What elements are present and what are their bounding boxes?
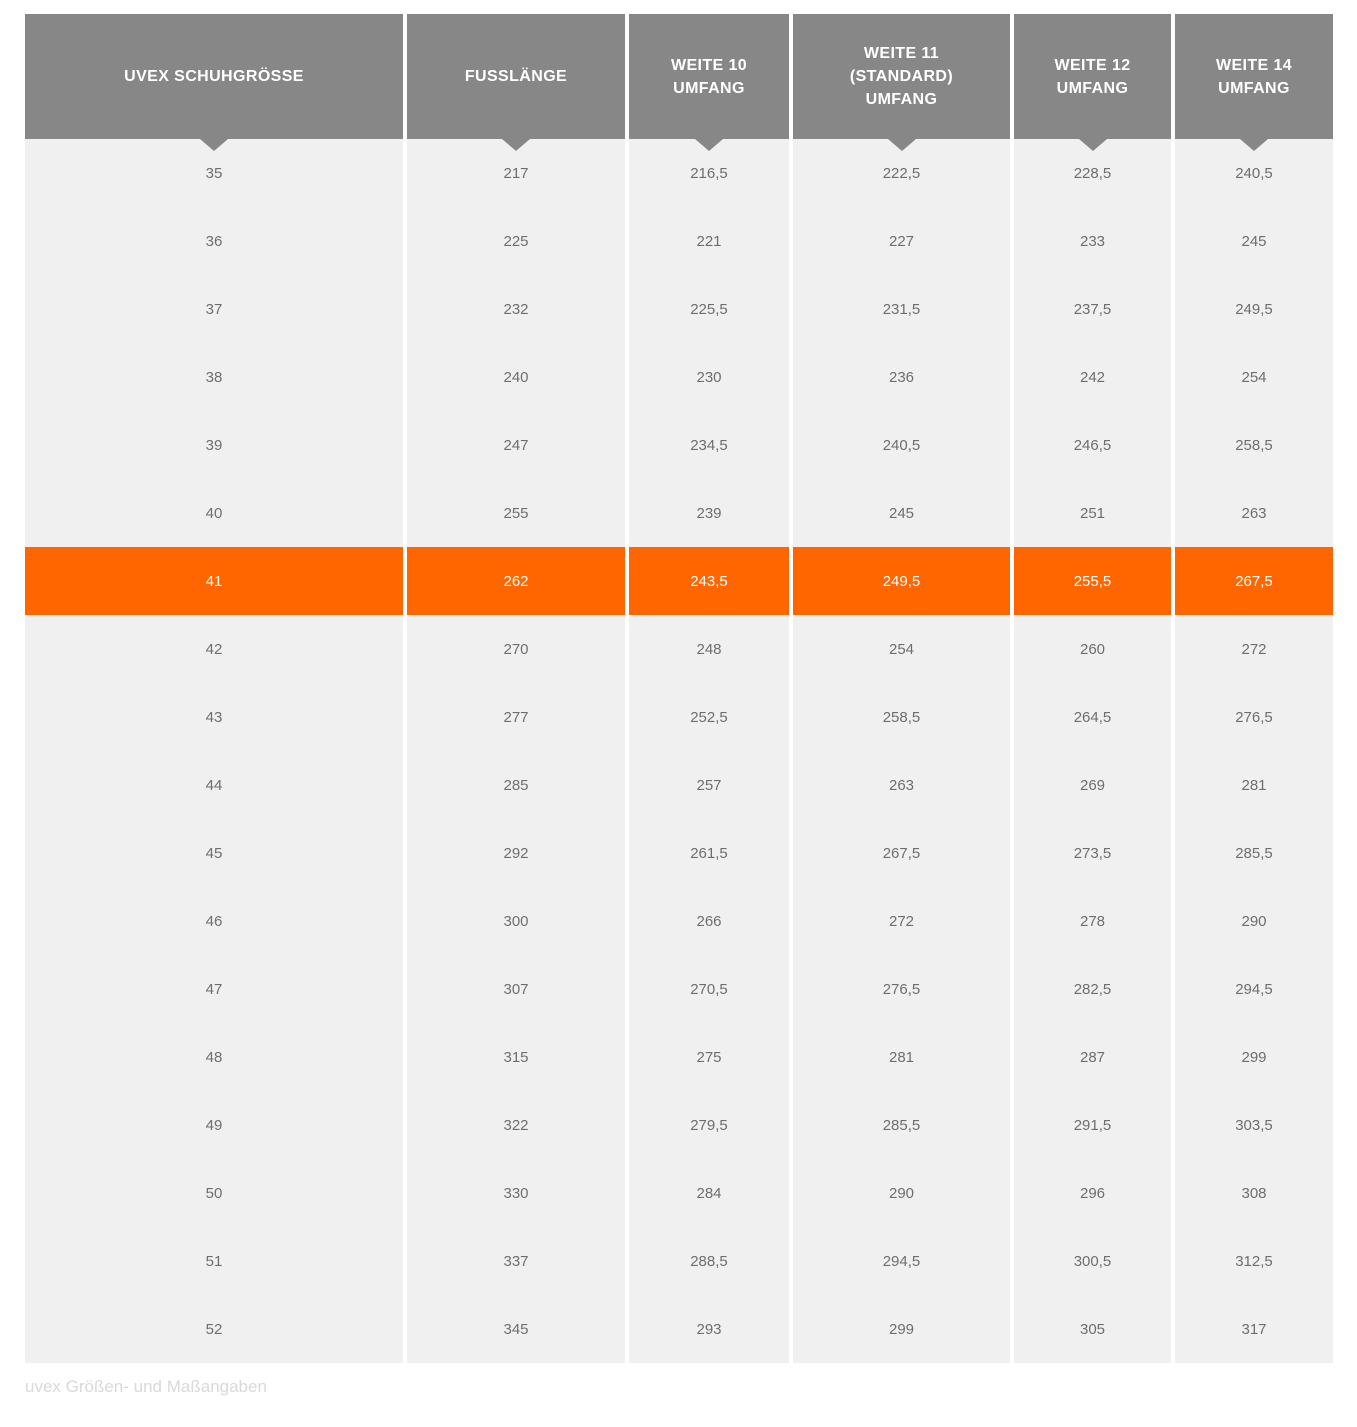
cell-fusslaenge: 315 <box>407 1023 625 1091</box>
cell-weite-12-umfang: 300,5 <box>1014 1227 1171 1295</box>
cell-weite-11-umfang: 236 <box>793 343 1010 411</box>
cell-weite-14-umfang: 294,5 <box>1175 955 1333 1023</box>
cell-weite-10-umfang: 225,5 <box>629 275 789 343</box>
cell-weite-10-umfang: 288,5 <box>629 1227 789 1295</box>
cell-weite-14-umfang: 312,5 <box>1175 1227 1333 1295</box>
column-header-label: UVEX SCHUHGRÖSSE <box>124 68 304 85</box>
cell-weite-12-umfang: 305 <box>1014 1295 1171 1363</box>
cell-weite-11-umfang: 267,5 <box>793 819 1010 887</box>
cell-weite-11-umfang: 231,5 <box>793 275 1010 343</box>
cell-weite-11-umfang: 276,5 <box>793 955 1010 1023</box>
table-caption: uvex Größen- und Maßangaben <box>25 1377 267 1396</box>
cell-schuhgroesse: 46 <box>25 887 403 955</box>
cell-weite-14-umfang: 281 <box>1175 751 1333 819</box>
cell-weite-10-umfang: 266 <box>629 887 789 955</box>
cell-schuhgroesse: 35 <box>25 139 403 207</box>
cell-schuhgroesse: 39 <box>25 411 403 479</box>
cell-weite-14-umfang: 240,5 <box>1175 139 1333 207</box>
cell-schuhgroesse: 48 <box>25 1023 403 1091</box>
cell-schuhgroesse: 42 <box>25 615 403 683</box>
cell-schuhgroesse: 45 <box>25 819 403 887</box>
cell-weite-14-umfang: 303,5 <box>1175 1091 1333 1159</box>
cell-schuhgroesse: 38 <box>25 343 403 411</box>
cell-weite-14-umfang: 276,5 <box>1175 683 1333 751</box>
cell-weite-10-umfang: 234,5 <box>629 411 789 479</box>
cell-weite-10-umfang: 257 <box>629 751 789 819</box>
cell-weite-11-umfang: 222,5 <box>793 139 1010 207</box>
column-header-fusslaenge <box>407 14 625 139</box>
cell-weite-14-umfang: 317 <box>1175 1295 1333 1363</box>
cell-weite-12-umfang: 255,5 <box>1014 547 1171 615</box>
cell-weite-14-umfang: 285,5 <box>1175 819 1333 887</box>
cell-weite-11-umfang: 285,5 <box>793 1091 1010 1159</box>
cell-schuhgroesse: 50 <box>25 1159 403 1227</box>
cell-schuhgroesse: 40 <box>25 479 403 547</box>
cell-weite-10-umfang: 216,5 <box>629 139 789 207</box>
cell-weite-14-umfang: 263 <box>1175 479 1333 547</box>
cell-weite-10-umfang: 261,5 <box>629 819 789 887</box>
cell-weite-12-umfang: 242 <box>1014 343 1171 411</box>
cell-weite-11-umfang: 263 <box>793 751 1010 819</box>
cell-weite-11-umfang: 245 <box>793 479 1010 547</box>
cell-weite-11-umfang: 281 <box>793 1023 1010 1091</box>
cell-fusslaenge: 240 <box>407 343 625 411</box>
cell-weite-10-umfang: 252,5 <box>629 683 789 751</box>
caret-down-icon <box>200 139 228 151</box>
cell-weite-11-umfang: 249,5 <box>793 547 1010 615</box>
cell-fusslaenge: 285 <box>407 751 625 819</box>
cell-weite-14-umfang: 299 <box>1175 1023 1333 1091</box>
column-header-label: (STANDARD) <box>849 68 954 85</box>
cell-schuhgroesse: 37 <box>25 275 403 343</box>
caret-down-icon <box>1079 139 1107 151</box>
cell-weite-12-umfang: 273,5 <box>1014 819 1171 887</box>
cell-weite-12-umfang: 228,5 <box>1014 139 1171 207</box>
column-header-weite-14 <box>1175 14 1333 139</box>
cell-weite-14-umfang: 249,5 <box>1175 275 1333 343</box>
cell-fusslaenge: 247 <box>407 411 625 479</box>
column-header-label: UMFANG <box>1056 79 1129 97</box>
cell-weite-10-umfang: 293 <box>629 1295 789 1363</box>
size-table <box>25 14 1333 1363</box>
column-header-label: UMFANG <box>1218 79 1290 97</box>
column-header-label: UMFANG <box>865 91 938 108</box>
column-header-label: WEITE 12 <box>1054 56 1131 74</box>
cell-weite-12-umfang: 282,5 <box>1014 955 1171 1023</box>
cell-weite-11-umfang: 227 <box>793 207 1010 275</box>
cell-weite-14-umfang: 258,5 <box>1175 411 1333 479</box>
cell-weite-12-umfang: 278 <box>1014 887 1171 955</box>
cell-schuhgroesse: 51 <box>25 1227 403 1295</box>
cell-weite-12-umfang: 246,5 <box>1014 411 1171 479</box>
caret-down-icon <box>888 139 916 151</box>
cell-fusslaenge: 232 <box>407 275 625 343</box>
cell-weite-10-umfang: 270,5 <box>629 955 789 1023</box>
cell-weite-12-umfang: 296 <box>1014 1159 1171 1227</box>
cell-fusslaenge: 307 <box>407 955 625 1023</box>
cell-schuhgroesse: 52 <box>25 1295 403 1363</box>
cell-weite-10-umfang: 239 <box>629 479 789 547</box>
cell-weite-10-umfang: 284 <box>629 1159 789 1227</box>
cell-weite-11-umfang: 240,5 <box>793 411 1010 479</box>
cell-weite-10-umfang: 279,5 <box>629 1091 789 1159</box>
cell-weite-12-umfang: 260 <box>1014 615 1171 683</box>
cell-fusslaenge: 345 <box>407 1295 625 1363</box>
cell-weite-10-umfang: 221 <box>629 207 789 275</box>
column-header-weite-10 <box>629 14 789 139</box>
cell-weite-14-umfang: 254 <box>1175 343 1333 411</box>
cell-weite-12-umfang: 233 <box>1014 207 1171 275</box>
column-header-weite-12 <box>1014 14 1171 139</box>
column-header-label: WEITE 10 <box>670 56 748 74</box>
cell-weite-10-umfang: 243,5 <box>629 547 789 615</box>
column-header-label: WEITE 14 <box>1215 56 1293 74</box>
cell-weite-11-umfang: 294,5 <box>793 1227 1010 1295</box>
cell-weite-12-umfang: 269 <box>1014 751 1171 819</box>
cell-fusslaenge: 277 <box>407 683 625 751</box>
cell-schuhgroesse: 44 <box>25 751 403 819</box>
cell-weite-12-umfang: 287 <box>1014 1023 1171 1091</box>
cell-weite-11-umfang: 290 <box>793 1159 1010 1227</box>
cell-fusslaenge: 330 <box>407 1159 625 1227</box>
cell-weite-11-umfang: 258,5 <box>793 683 1010 751</box>
caret-down-icon <box>695 139 723 151</box>
cell-weite-11-umfang: 299 <box>793 1295 1010 1363</box>
cell-weite-14-umfang: 245 <box>1175 207 1333 275</box>
column-header-schuhgroesse <box>25 14 403 139</box>
caret-down-icon <box>502 139 530 151</box>
column-header-label: FUSSLÄNGE <box>464 68 568 85</box>
cell-schuhgroesse: 49 <box>25 1091 403 1159</box>
cell-fusslaenge: 255 <box>407 479 625 547</box>
cell-weite-14-umfang: 290 <box>1175 887 1333 955</box>
cell-weite-12-umfang: 251 <box>1014 479 1171 547</box>
cell-fusslaenge: 270 <box>407 615 625 683</box>
cell-weite-12-umfang: 291,5 <box>1014 1091 1171 1159</box>
cell-weite-14-umfang: 267,5 <box>1175 547 1333 615</box>
column-header-label: WEITE 11 <box>863 45 940 62</box>
cell-schuhgroesse: 36 <box>25 207 403 275</box>
cell-weite-12-umfang: 264,5 <box>1014 683 1171 751</box>
cell-fusslaenge: 322 <box>407 1091 625 1159</box>
cell-schuhgroesse: 43 <box>25 683 403 751</box>
cell-weite-11-umfang: 272 <box>793 887 1010 955</box>
cell-fusslaenge: 262 <box>407 547 625 615</box>
cell-weite-12-umfang: 237,5 <box>1014 275 1171 343</box>
cell-fusslaenge: 300 <box>407 887 625 955</box>
cell-weite-11-umfang: 254 <box>793 615 1010 683</box>
cell-weite-14-umfang: 272 <box>1175 615 1333 683</box>
caret-down-icon <box>1240 139 1268 151</box>
cell-fusslaenge: 217 <box>407 139 625 207</box>
cell-weite-10-umfang: 248 <box>629 615 789 683</box>
cell-fusslaenge: 337 <box>407 1227 625 1295</box>
cell-weite-10-umfang: 230 <box>629 343 789 411</box>
cell-schuhgroesse: 41 <box>25 547 403 615</box>
cell-weite-14-umfang: 308 <box>1175 1159 1333 1227</box>
column-header-label: UMFANG <box>673 79 745 97</box>
cell-fusslaenge: 225 <box>407 207 625 275</box>
cell-schuhgroesse: 47 <box>25 955 403 1023</box>
cell-weite-10-umfang: 275 <box>629 1023 789 1091</box>
cell-fusslaenge: 292 <box>407 819 625 887</box>
column-header-weite-11-standard <box>793 14 1010 139</box>
